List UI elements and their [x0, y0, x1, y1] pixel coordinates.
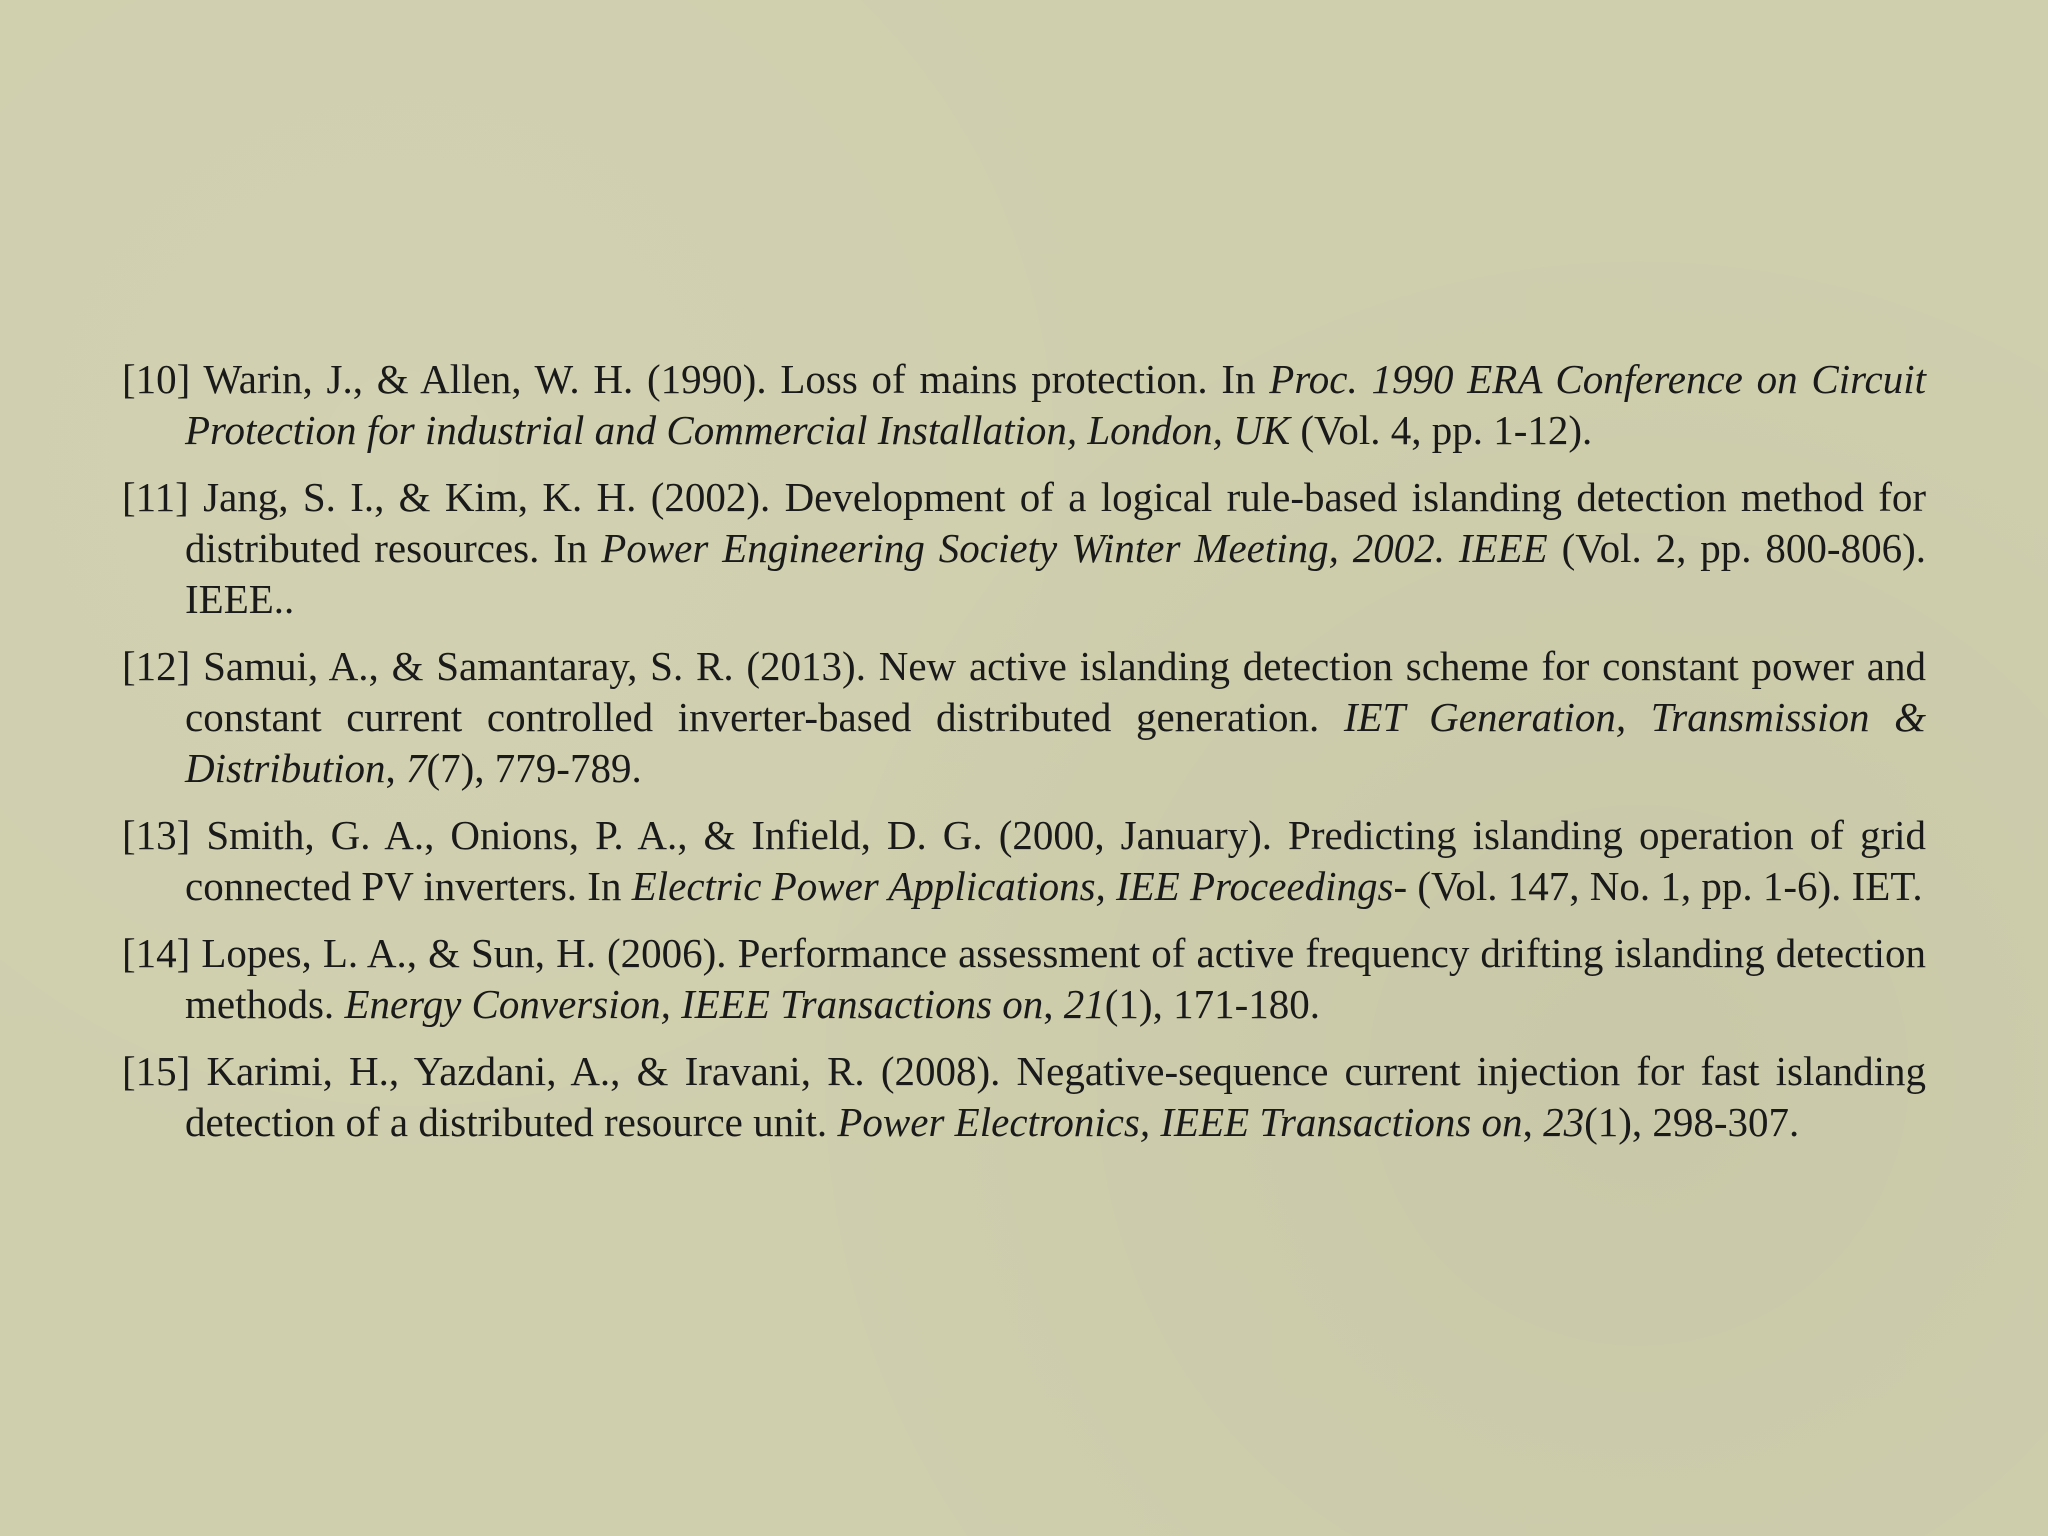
reference-number: [14] [122, 930, 191, 976]
reference-item-11 [122, 472, 1926, 625]
reference-details: (Vol. 147, No. 1, pp. 1-6). IET. [1407, 863, 1923, 909]
reference-details: (1), 171-180. [1104, 981, 1320, 1027]
reference-separator: , [1043, 981, 1064, 1027]
reference-text: Samui, A., & Samantaray, S. R. (2013). New active islanding detection scheme for constant power and constant current controlled inverter-based distributed generation. [185, 643, 1927, 740]
reference-number: [11] [122, 474, 189, 520]
reference-venue: Electric Power Applications, IEE Proceedings- [631, 863, 1408, 909]
reference-number: [13] [122, 812, 191, 858]
reference-details: (Vol. 4, pp. 1-12). [1290, 407, 1593, 453]
reference-list [122, 354, 1926, 1164]
reference-details: (7), 779-789. [426, 745, 642, 791]
reference-volume: 21 [1063, 981, 1105, 1027]
reference-venue: IET Generation, Transmission & Distribution [185, 694, 1926, 791]
reference-venue: Power Engineering Society Winter Meeting, 2002. IEEE [601, 525, 1548, 571]
reference-volume: 7 [405, 745, 427, 791]
reference-item-13 [122, 810, 1926, 912]
reference-number: [10] [122, 356, 191, 402]
reference-item-10 [122, 354, 1926, 456]
reference-separator: , [385, 745, 406, 791]
reference-number: [12] [122, 643, 191, 689]
reference-item-12 [122, 641, 1926, 794]
reference-number: [15] [122, 1048, 191, 1094]
reference-venue: Energy Conversion, IEEE Transactions on [344, 981, 1044, 1027]
reference-volume: 23 [1543, 1099, 1585, 1145]
reference-item-15 [122, 1046, 1926, 1148]
reference-details: (1), 298-307. [1584, 1099, 1800, 1145]
reference-venue: Proc. 1990 ERA Conference on Circuit Protection for industrial and Commercial Installation, London, UK [185, 356, 1927, 453]
reference-text: Jang, S. I., & Kim, K. H. (2002). Development of a logical rule-based islanding detection method for distributed resources. In [185, 474, 1927, 571]
reference-item-14 [122, 928, 1926, 1030]
reference-venue: Power Electronics, IEEE Transactions on [837, 1099, 1523, 1145]
reference-text: Smith, G. A., Onions, P. A., & Infield, D. G. (2000, January). Predicting islanding operation of grid connected PV inverters. In [185, 812, 1927, 909]
reference-text: Warin, J., & Allen, W. H. (1990). Loss of mains protection. In [203, 356, 1270, 402]
reference-text: Karimi, H., Yazdani, A., & Iravani, R. (2008). Negative-sequence current injection for fast islanding detection of a distributed resource unit. [185, 1048, 1926, 1145]
reference-details: (Vol. 2, pp. 800-806). IEEE.. [185, 525, 1926, 622]
reference-separator: , [1522, 1099, 1544, 1145]
reference-text: Lopes, L. A., & Sun, H. (2006). Performance assessment of active frequency drifting islanding detection methods. [185, 930, 1927, 1027]
